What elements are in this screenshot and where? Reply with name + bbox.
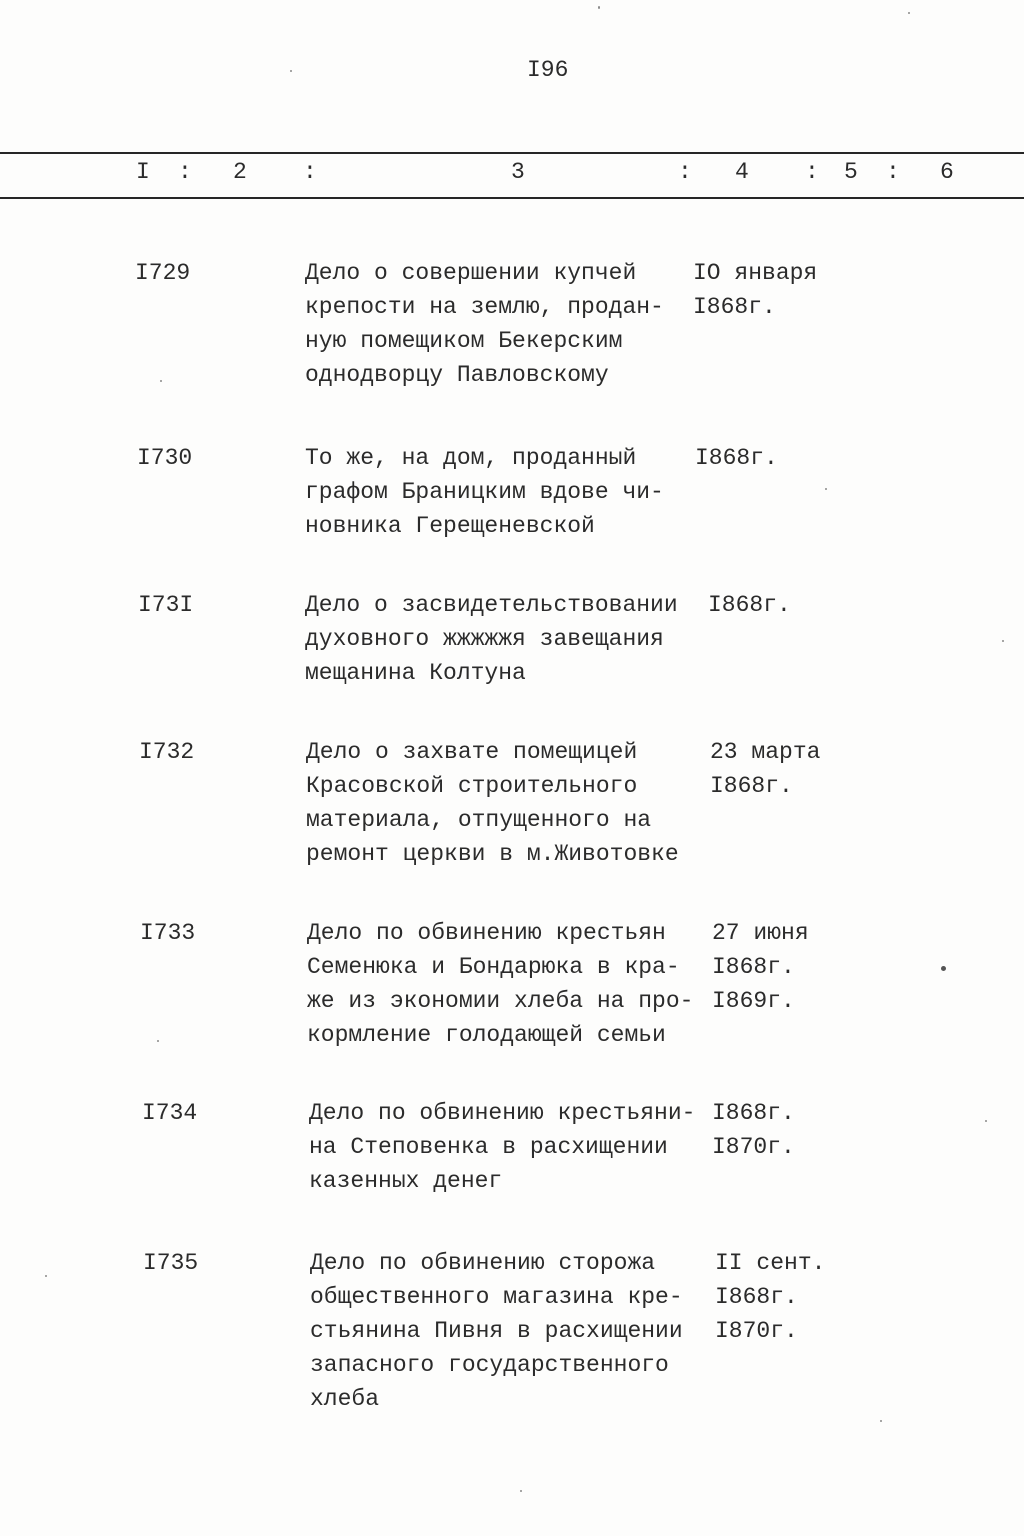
date-line: I868г. (712, 1100, 795, 1126)
header-rule-top (0, 152, 1024, 154)
scan-speck (45, 1275, 47, 1277)
description-line: стьянина Пивня в расхищении (310, 1318, 683, 1344)
column-separator: : (178, 159, 192, 185)
description-line: Дело о захвате помещицей (306, 739, 638, 765)
column-separator: : (303, 159, 317, 185)
entry-dates (712, 1096, 795, 1164)
description-line: Красовской строительного (306, 773, 638, 799)
scan-speck (598, 6, 600, 9)
scan-speck (160, 380, 162, 382)
column-header-2: 2 (233, 159, 247, 185)
column-header-6: 6 (940, 159, 954, 185)
entry-dates (695, 441, 778, 475)
description-line: То же, на дом, проданный (305, 445, 637, 471)
entry-number: I734 (142, 1100, 198, 1126)
entry-description (307, 916, 693, 1052)
description-line: ную помещиком Бекерским (305, 328, 623, 354)
scan-speck (941, 966, 946, 971)
scan-speck (1002, 640, 1004, 642)
page-number: I96 (527, 57, 569, 83)
date-line: II сент. (715, 1250, 826, 1276)
entry-description (309, 1096, 695, 1198)
description-line: же из экономии хлеба на про- (307, 988, 694, 1014)
column-header-3: 3 (511, 159, 525, 185)
column-header-5: 5 (844, 159, 858, 185)
description-line: казенных денег (309, 1168, 503, 1194)
description-line: кормление голодающей семьи (307, 1022, 666, 1048)
column-separator: : (678, 159, 692, 185)
date-line: I868г. (708, 592, 791, 618)
description-line: хлеба (310, 1386, 380, 1412)
description-line: общественного магазина кре- (310, 1284, 683, 1310)
entry-number: I732 (139, 739, 195, 765)
date-line: I868г. (715, 1284, 798, 1310)
date-line: I869г. (712, 988, 795, 1014)
entry-number: I729 (135, 260, 191, 286)
description-line: мещанина Колтуна (305, 660, 526, 686)
description-line: Семенюка и Бондарюка в кра- (307, 954, 680, 980)
header-rule-bottom (0, 197, 1024, 199)
date-line: I868г. (693, 294, 776, 320)
description-line: запасного государственного (310, 1352, 669, 1378)
entry-number: I73I (138, 592, 194, 618)
description-line: духовного жжжжжя завещания (305, 626, 664, 652)
entry-description (305, 588, 678, 690)
scan-speck (880, 1420, 882, 1422)
description-line: Дело о совершении купчей (305, 260, 637, 286)
date-line: I870г. (715, 1318, 798, 1344)
description-line: ремонт церкви в м.Животовке (306, 841, 679, 867)
column-separator: : (805, 159, 819, 185)
description-line: Дело по обвинению крестьян (307, 920, 666, 946)
inventory-entry (0, 256, 1024, 436)
scan-speck (825, 488, 827, 490)
description-line: крепости на землю, продан- (305, 294, 664, 320)
date-line: I870г. (712, 1134, 795, 1160)
inventory-entry (0, 735, 1024, 915)
entry-description (310, 1246, 683, 1416)
date-line: 23 марта (710, 739, 821, 765)
scan-speck (520, 1490, 522, 1492)
entry-number: I730 (137, 445, 193, 471)
column-header-4: 4 (735, 159, 749, 185)
description-line: Дело по обвинению сторожа (310, 1250, 656, 1276)
entry-dates (712, 916, 809, 1018)
description-line: Дело о засвидетельствовании (305, 592, 678, 618)
date-line: I868г. (695, 445, 778, 471)
entry-description (305, 256, 664, 392)
scan-speck (908, 12, 910, 14)
inventory-entry (0, 916, 1024, 1096)
entry-number: I733 (140, 920, 196, 946)
date-line: I868г. (712, 954, 795, 980)
date-line: IO января (693, 260, 818, 286)
scan-speck (985, 1120, 987, 1122)
entry-dates (693, 256, 817, 324)
column-header-1: I (136, 159, 150, 185)
scan-speck (290, 70, 292, 72)
entry-description (305, 441, 664, 543)
entry-number: I735 (143, 1250, 199, 1276)
description-line: однодворцу Павловскому (305, 362, 609, 388)
column-separator: : (886, 159, 900, 185)
date-line: I868г. (710, 773, 793, 799)
entry-dates (710, 735, 820, 803)
entry-dates (708, 588, 791, 622)
description-line: на Степовенка в расхищении (309, 1134, 668, 1160)
date-line: 27 июня (712, 920, 809, 946)
entry-description (306, 735, 679, 871)
description-line: графом Браницким вдове чи- (305, 479, 664, 505)
description-line: новника Герещеневской (305, 513, 595, 539)
scan-speck (157, 1040, 159, 1042)
inventory-entry (0, 1246, 1024, 1426)
entry-dates (715, 1246, 825, 1348)
description-line: Дело по обвинению крестьяни- (309, 1100, 696, 1126)
description-line: материала, отпущенного на (306, 807, 652, 833)
